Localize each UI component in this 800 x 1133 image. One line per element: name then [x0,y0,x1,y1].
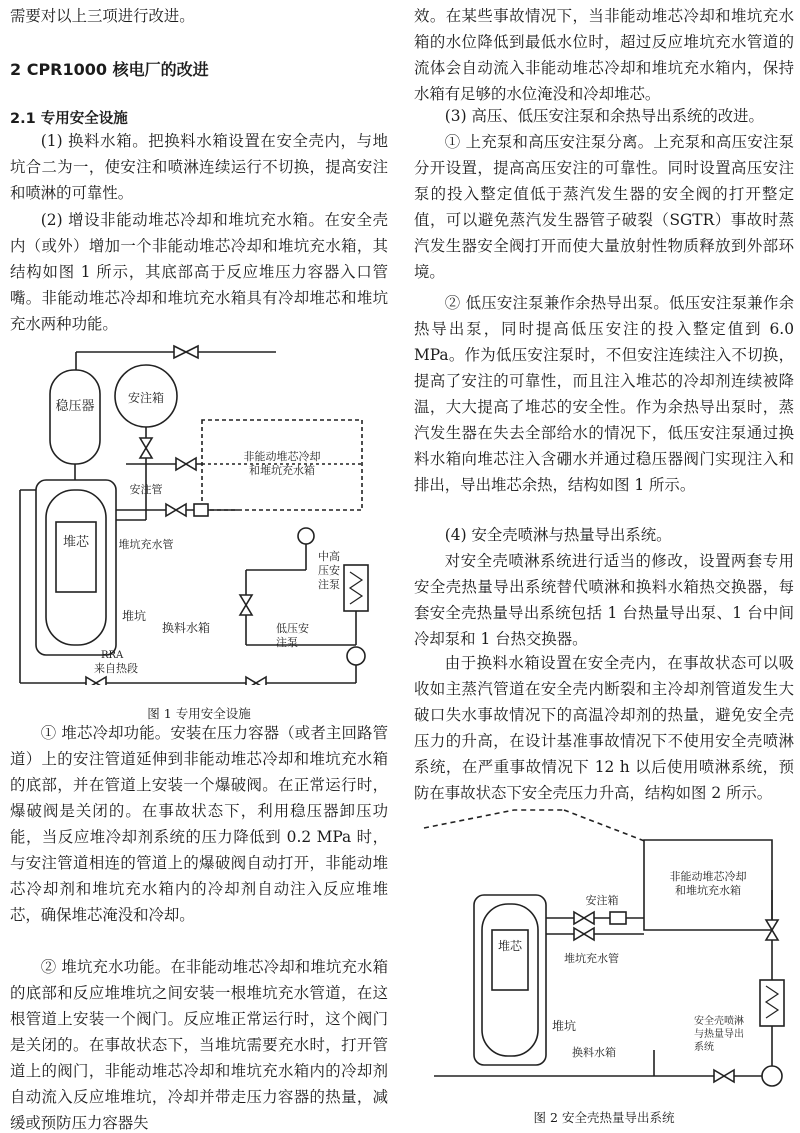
valve-icon [140,438,152,458]
spray-label: 安全壳喷淋 [694,1016,744,1027]
spray-label: 系统 [694,1042,714,1053]
figure-1-caption: 图 1 专用安全设施 [147,706,251,721]
paragraph: 效。在某些事故情况下，当非能动堆芯冷却和堆坑充水箱的水位降低到最低水位时，超过反应堆坑充水管道的流体会自动流入非能动堆芯冷却和堆坑充水箱内，保持水箱有足够的水位淹没和冷却堆芯。 [414,7,794,103]
tank-label: 和堆坑充水箱 [249,464,315,477]
burst-valve [610,912,626,924]
pressurizer-label: 稳压器 [55,399,95,414]
valve-icon [574,928,594,940]
burst-valve [194,504,208,516]
section-heading: 2 CPR1000 核电厂的改进 [10,60,209,79]
mhp-pump-label: 中高压安注泵 [318,550,340,591]
tank-label: 非能动堆芯冷却 [243,450,321,463]
valve-icon [714,1070,734,1082]
paragraph: 由于换料水箱设置在安全壳内，在事故状态可以吸收如主蒸汽管道在安全壳内断裂和主冷却剂管道发生大破口失水事故情况下的高温冷却剂的热量，避免安全壳压力的升高，在设计基准事故情况下不使用安全壳喷淋系统，在严重事故情况下 12 h 以后使用喷淋系统，预防在事故状态下安全壳压力升高，结构如图 2 所示。 [414,654,794,802]
heat-exchanger [344,565,368,611]
paragraph: (4) 安全壳喷淋与热量导出系统。 [444,526,672,544]
valve-icon [240,595,252,615]
lp-pump-label: 低压安注泵 [276,622,309,649]
injection-pipe-label: 安注管 [129,483,163,496]
valve-icon [174,346,198,358]
paragraph: 对安全壳喷淋系统进行适当的修改，设置两套专用安全壳热量导出系统替代喷淋和换料水箱热交换器，每套安全壳热量导出系统包括 1 台热量导出泵、1 台中间冷却泵和 1 台热交换器。 [414,552,794,648]
core-label: 堆芯 [62,535,90,550]
refuel-tank-label: 换料水箱 [161,621,211,635]
pressurizer-vessel [50,370,100,464]
paragraph: ② 低压安注泵兼作余热导出泵。低压安注泵兼作余热导出泵，同时提高低压安注的投入整定值到 6.0 MPa。作为低压安注泵时，不但安注连续注入不切换，提高了安注的可靠性，而且注入堆芯的冷却剂连续被降温，大大提高了堆芯的安全性。作为余热导出泵时，蒸汽发生器在失去全部给水的情况下，低压安注泵通过换料水箱向堆芯注入含硼水并通过稳压器阀门实现注入和排出，导出堆芯余热，结构如图 1 所示。 [414,294,794,494]
heat-exchanger [760,980,784,1026]
core-label: 堆芯 [497,939,523,953]
cavity-fill-pipe-label: 堆坑充水管 [118,538,174,551]
rra-label: 来自热段 [94,662,138,675]
accumulator-label: 安注箱 [585,894,619,907]
figure-2-caption: 图 2 安全壳热量导出系统 [533,1110,675,1125]
figure-2-diagram [414,800,794,1100]
rra-label: RRA [101,650,124,661]
valve-icon [574,912,594,924]
cavity-fill-pipe-label: 堆坑充水管 [564,952,619,965]
accumulator-label: 安注箱 [127,391,165,405]
paragraph: ② 堆坑充水功能。在非能动堆芯冷却和堆坑充水箱的底部和反应堆堆坑之间安装一根堆坑充水管道，在这根管道上安装一个阀门。反应堆正常运行时，这个阀门是关闭的。在事故状态下，当堆坑需要充水时，打开管道上的阀门，非能动堆芯冷却和堆坑充水箱内的冷却剂自动流入反应堆堆坑，冷却并带走压力容器的热量，减缓或预防压力容器失 [10,958,388,1132]
pump-icon [762,1066,782,1086]
valve-icon [86,677,106,685]
valve-icon [176,458,196,470]
pump-icon [298,528,314,544]
paragraph: 需要对以上三项进行改进。 [10,7,195,25]
valve-icon [166,504,186,516]
paragraph: ① 上充泵和高压安注泵分离。上充泵和高压安注泵分开设置，提高高压安注的可靠性。同时设置高压安注泵的投入整定值低于蒸汽发生器的安全阀的打开整定值，可以避免蒸汽发生器管子破裂（SGTR）事故时蒸汽发生器安全阀打开而使大量放射性物质释放到外部环境。 [414,133,794,281]
pit-label: 堆坑 [552,1019,577,1033]
paragraph: (1) 换料水箱。把换料水箱设置在安全壳内，与地坑合二为一，使安注和喷淋连续运行不切换，提高安注和喷淋的可靠性。 [10,132,388,202]
refuel-tank-label: 换料水箱 [572,1046,616,1059]
figure-1-diagram [6,340,390,685]
paragraph: (2) 增设非能动堆芯冷却和堆坑充水箱。在安全壳内（或外）增加一个非能动堆芯冷却和堆坑充水箱，其结构如图 1 所示，其底部高于反应堆压力容器入口管嘴。非能动堆芯冷却和堆坑充水箱具有冷却堆芯和堆坑充水两种功能。 [10,211,388,333]
tank-label: 和堆坑充水箱 [675,884,741,897]
subsection-heading: 2.1 专用安全设施 [10,111,128,127]
pump-icon [347,647,365,665]
pit-label: 堆坑 [122,609,147,623]
valve-icon [246,677,266,685]
spray-label: 与热量导出 [694,1029,744,1040]
paragraph: (3) 高压、低压安注泵和余热导出系统的改进。 [444,107,764,125]
tank-label: 非能动堆芯冷却 [669,870,747,883]
paragraph: ① 堆芯冷却功能。安装在压力容器（或者主回路管道）上的安注管道延伸到非能动堆芯冷却和堆坑充水箱的底部，并在管道上安装一个爆破阀。在正常运行时，爆破阀是关闭的。在事故状态下，利用稳压器卸压功能，当反应堆冷却剂系统的压力降低到 0.2 MPa 时，与安注管道相连的管道上的爆破阀自动打开，非能动堆芯冷却剂和堆坑充水箱内的冷却剂自动注入反应堆堆芯，确保堆芯淹没和冷却。 [10,724,388,924]
core-block [56,522,96,592]
